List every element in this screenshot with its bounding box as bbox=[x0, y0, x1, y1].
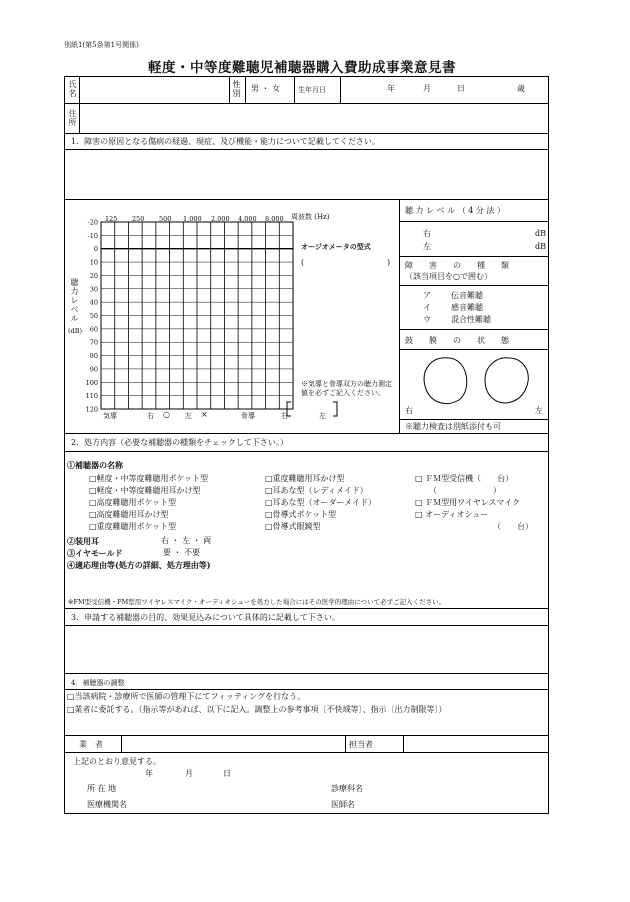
legend-right-mark: ○ bbox=[163, 410, 170, 419]
legend-air-left: 左 bbox=[185, 412, 192, 420]
db-tick-label: 100 bbox=[85, 378, 98, 387]
department-label: 診療科名 bbox=[331, 784, 363, 793]
facility-address-field[interactable] bbox=[135, 782, 325, 794]
db-tick-label: 50 bbox=[89, 312, 98, 320]
section2-title: 2．処方内容（必要な補聴器の種類をチェックして下さい。） bbox=[71, 438, 288, 447]
fitting-in-house-option[interactable]: □当該病院・診療所で医師の管理下にてフィッティングを行なう。 bbox=[67, 692, 306, 701]
doctor-name-field[interactable] bbox=[365, 798, 545, 810]
earmold-label: ③イヤモールド bbox=[67, 548, 123, 558]
disorder-conductive[interactable]: 伝音難聴 bbox=[451, 291, 483, 300]
legend-bone-left: 左 bbox=[319, 412, 326, 420]
hearing-level-left: 左 bbox=[423, 242, 431, 251]
footer-year: 年 bbox=[145, 769, 153, 778]
bone-left-bracket bbox=[333, 402, 337, 416]
db-tick-label: 30 bbox=[89, 285, 98, 294]
aid-bone-pocket[interactable]: □骨導式ポケット型 bbox=[265, 510, 337, 519]
hearing-level-right: 右 bbox=[423, 229, 431, 238]
section4-title: 4．補聴器の調整 bbox=[71, 679, 125, 687]
eardrum-drawing[interactable] bbox=[401, 352, 547, 414]
disorder-mark-a[interactable]: ア bbox=[423, 291, 431, 300]
db-tick-label: 120 bbox=[85, 405, 98, 414]
reason-label: ④適応理由等(処方の詳細、処方理由等) bbox=[67, 560, 211, 570]
eardrum-right: 右 bbox=[405, 406, 413, 415]
aid-audio-shoe[interactable]: □ オーディオシュー bbox=[415, 510, 489, 519]
contact-person-label: 担当者 bbox=[349, 740, 373, 749]
section1-title: 1．障害の原因となる傷病の経過、現症、及び機能・能力について記載してください。 bbox=[71, 137, 380, 146]
db-tick-label: 0 bbox=[93, 245, 98, 254]
institution-field[interactable] bbox=[141, 798, 325, 810]
legend-air-right: 右 bbox=[147, 412, 154, 420]
disorder-type-title: 障 害 の 種 類 bbox=[405, 261, 509, 270]
db-tick-label: 110 bbox=[85, 392, 98, 401]
audiometer-model-field[interactable] bbox=[311, 256, 383, 268]
eardrum-title: 鼓 膜 の 状 態 bbox=[405, 336, 509, 345]
name-label: 氏名 bbox=[68, 80, 77, 98]
bone-air-note: ※気導と骨導双方の聴力測定値を必ずご記入ください。 bbox=[301, 380, 392, 397]
sex-label: 性別 bbox=[232, 80, 241, 98]
facility-address-label: 所 在 地 bbox=[87, 784, 117, 793]
db-tick-label: 90 bbox=[89, 365, 98, 374]
address-field[interactable] bbox=[81, 105, 547, 131]
aid-ite-custom[interactable]: □耳あな型（オーダーメイド） bbox=[265, 498, 376, 507]
ear-options[interactable]: 右 ・ 左 ・ 両 bbox=[161, 536, 212, 545]
freq-tick-500: 500 bbox=[159, 215, 172, 223]
audiometer-model-label: オージオメータの型式 bbox=[301, 242, 371, 251]
section3-title: 3．申請する補聴器の目的、効果見込みについて具体的に記載して下さい。 bbox=[71, 613, 340, 622]
form-title: 軽度・中等度難聴児補聴器購入費助成事業意見書 bbox=[148, 60, 456, 76]
db-tick-label: 70 bbox=[89, 338, 98, 347]
model-paren-open: ( bbox=[301, 258, 305, 267]
dob-label: 生年月日 bbox=[298, 86, 326, 94]
aid-ite-ready[interactable]: □耳あな型（レディメイド） bbox=[265, 486, 368, 495]
db-tick-label: 10 bbox=[89, 258, 98, 267]
hearing-level-left-unit: dB bbox=[535, 242, 546, 251]
ear-label: ②装用耳 bbox=[67, 536, 99, 546]
y-axis-unit: (dB) bbox=[68, 327, 83, 335]
doctor-name-label: 医師名 bbox=[331, 800, 355, 809]
freq-tick-125: 125 bbox=[105, 215, 118, 223]
aid-fm-wireless-mic[interactable]: □ ＦＭ型用ワイヤレスマイク bbox=[415, 498, 521, 507]
footer-month: 月 bbox=[185, 769, 193, 778]
disorder-mark-i[interactable]: イ bbox=[423, 303, 431, 312]
db-tick-label: 80 bbox=[89, 352, 98, 361]
footer-day: 日 bbox=[223, 769, 231, 778]
sex-options[interactable]: 男 ・ 女 bbox=[251, 84, 281, 93]
aid-mild-pocket[interactable]: □軽度・中等度難聴用ポケット型 bbox=[89, 474, 209, 483]
hearing-level-right-field[interactable] bbox=[435, 227, 531, 237]
hearing-level-right-unit: dB bbox=[535, 229, 546, 238]
department-field[interactable] bbox=[375, 782, 545, 794]
vendor-field[interactable] bbox=[123, 736, 343, 751]
disorder-mark-u[interactable]: ウ bbox=[423, 315, 431, 324]
aid-severe-pocket[interactable]: □高度難聴用ポケット型 bbox=[89, 498, 177, 507]
hearing-aid-name-label: ①補聴器の名称 bbox=[67, 460, 123, 470]
model-paren-close: ) bbox=[387, 258, 391, 267]
legend-bone: 骨導 bbox=[241, 412, 255, 420]
freq-tick-250: 250 bbox=[132, 215, 145, 223]
earmold-options[interactable]: 要 ・ 不要 bbox=[163, 548, 201, 557]
hearing-level-title: 聴 力 レ ベ ル （ 4 分 法 ） bbox=[405, 206, 505, 215]
freq-tick-2000: 2,000 bbox=[211, 215, 230, 223]
aid-mild-bte[interactable]: □軽度・中等度難聴用耳かけ型 bbox=[89, 486, 201, 495]
vendor-label: 業 者 bbox=[79, 740, 103, 749]
appendix-label: 別紙1(第5条第1号関係) bbox=[64, 41, 139, 49]
opinion-statement: 上記のとおり意見する。 bbox=[73, 757, 161, 766]
age-label: 歳 bbox=[517, 84, 525, 93]
freq-tick-1000: 1,000 bbox=[183, 215, 202, 223]
fm-medical-reason-note: ※FM型受信機・FM型用ワイヤレスマイク・オーディオシューを処方した場合にはその医学的理由について必ずご記入ください。 bbox=[68, 598, 446, 606]
fitting-vendor-option[interactable]: □業者に委託する。（指示等があれば、以下に記入。調整上の参考事項〔不快域等〕、指示〔出力制限等〕） bbox=[67, 705, 447, 714]
db-tick-label: 20 bbox=[89, 271, 98, 280]
aid-fm-receiver-detail[interactable]: （ ） bbox=[429, 486, 501, 495]
aid-bone-glasses[interactable]: □骨導式眼鏡型 bbox=[265, 522, 321, 531]
db-tick-label: 60 bbox=[89, 325, 98, 334]
y-axis-label: 聴力レベル bbox=[70, 278, 79, 323]
legend-left-mark: × bbox=[201, 410, 208, 419]
contact-person-field[interactable] bbox=[405, 736, 547, 751]
aid-profound-bte[interactable]: □重度難聴用耳かけ型 bbox=[265, 474, 345, 483]
reason-input[interactable] bbox=[67, 572, 546, 596]
vendor-instructions-input[interactable] bbox=[67, 717, 546, 733]
disorder-mixed[interactable]: 混合性難聴 bbox=[451, 315, 491, 324]
freq-tick-8000: 8,000 bbox=[265, 215, 284, 223]
address-label: 住所 bbox=[68, 109, 77, 127]
aid-severe-bte[interactable]: □高度難聴用耳かけ型 bbox=[89, 510, 169, 519]
legend-bone-right: 右 bbox=[281, 412, 288, 420]
freq-axis-label: 周波数 (Hz) bbox=[291, 213, 330, 221]
db-tick-label: -10 bbox=[87, 231, 98, 240]
aid-fm-receiver[interactable]: □ ＦＭ型受信機（ 台） bbox=[415, 474, 514, 483]
db-tick-label: -20 bbox=[87, 218, 98, 227]
dob-month: 月 bbox=[423, 84, 431, 93]
section3-input[interactable] bbox=[67, 627, 546, 671]
db-tick-label: 40 bbox=[89, 298, 98, 307]
section1-input[interactable] bbox=[67, 151, 546, 197]
aid-profound-pocket[interactable]: □重度難聴用ポケット型 bbox=[89, 522, 177, 531]
disorder-sensorineural[interactable]: 感音難聴 bbox=[451, 303, 483, 312]
legend-air: 気導 bbox=[103, 412, 117, 420]
hearing-test-note: ※聴力検査は別紙添付も可 bbox=[405, 422, 501, 431]
opinion-form bbox=[64, 76, 549, 814]
institution-label: 医療機関名 bbox=[87, 800, 127, 809]
name-field[interactable] bbox=[81, 78, 229, 101]
aid-audio-shoe-count[interactable]: （ 台） bbox=[493, 522, 533, 531]
hearing-level-left-field[interactable] bbox=[435, 240, 531, 250]
disorder-type-subtitle: （該当項目を○で囲む） bbox=[405, 272, 492, 281]
eardrum-left: 左 bbox=[535, 406, 543, 415]
freq-tick-4000: 4,000 bbox=[238, 215, 257, 223]
dob-day: 日 bbox=[457, 84, 465, 93]
dob-year: 年 bbox=[387, 84, 395, 93]
